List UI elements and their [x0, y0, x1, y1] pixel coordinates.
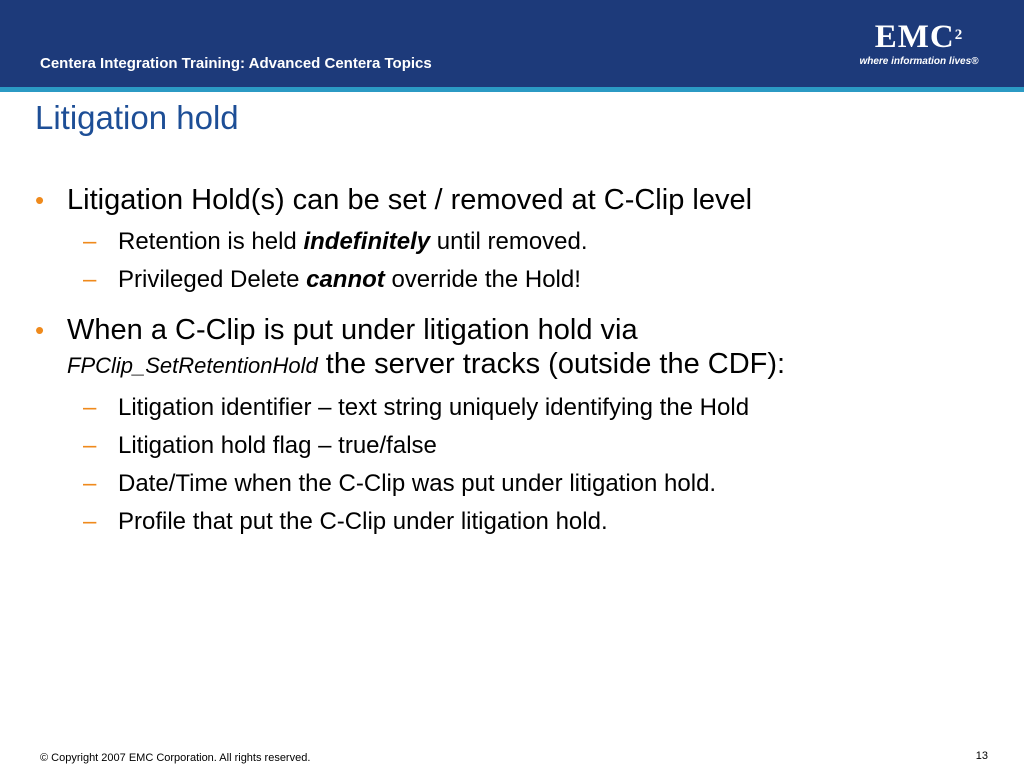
dash-icon: –: [83, 394, 97, 421]
sub-item: – Privileged Delete cannot override the Hold!: [83, 261, 995, 299]
emphasis-text: indefinitely: [303, 228, 431, 255]
emphasis-text: cannot: [306, 266, 385, 293]
dash-icon: –: [83, 266, 97, 293]
logo-tagline: where information lives®: [859, 56, 979, 67]
sub-item: – Litigation hold flag – true/false: [83, 427, 995, 465]
sub-item: – Litigation identifier – text string uniquely identifying the Hold: [83, 389, 995, 427]
slide-title: Litigation hold: [35, 99, 239, 136]
bullet-text: Litigation Hold(s) can be set / removed at C-Clip level: [67, 184, 753, 216]
bullet-text: When a C-Clip is put under litigation hold via: [67, 314, 638, 346]
footer-copyright: © Copyright 2007 EMC Corporation. All rights reserved.: [40, 752, 311, 764]
header-bar: [0, 0, 1024, 87]
api-name: FPClip_SetRetentionHold: [67, 353, 318, 378]
logo-mark: EMC$^2$: [874, 19, 964, 55]
slide-content: [35, 183, 995, 555]
dash-icon: –: [83, 228, 97, 255]
bullet-icon: •: [35, 185, 45, 215]
dash-icon: –: [83, 470, 97, 497]
sub-list: [35, 389, 995, 541]
sub-item: – Profile that put the C-Clip under litigation hold.: [83, 503, 995, 541]
page-number: 13: [975, 750, 988, 762]
header-divider: [0, 87, 1024, 92]
header-title: Centera Integration Training: Advanced Centera Topics: [40, 55, 432, 72]
bullet-item: [35, 313, 995, 383]
bullet-text-rest: the server tracks (outside the CDF):: [317, 348, 786, 380]
sub-item: – Retention is held indefinitely until removed.: [83, 223, 995, 261]
bullet-icon: •: [35, 315, 45, 345]
dash-icon: –: [83, 508, 97, 535]
emc-logo: [854, 20, 984, 67]
sub-item: – Date/Time when the C-Clip was put under litigation hold.: [83, 465, 995, 503]
dash-icon: –: [83, 432, 97, 459]
sub-list: [35, 223, 995, 299]
bullet-item: [35, 183, 995, 217]
